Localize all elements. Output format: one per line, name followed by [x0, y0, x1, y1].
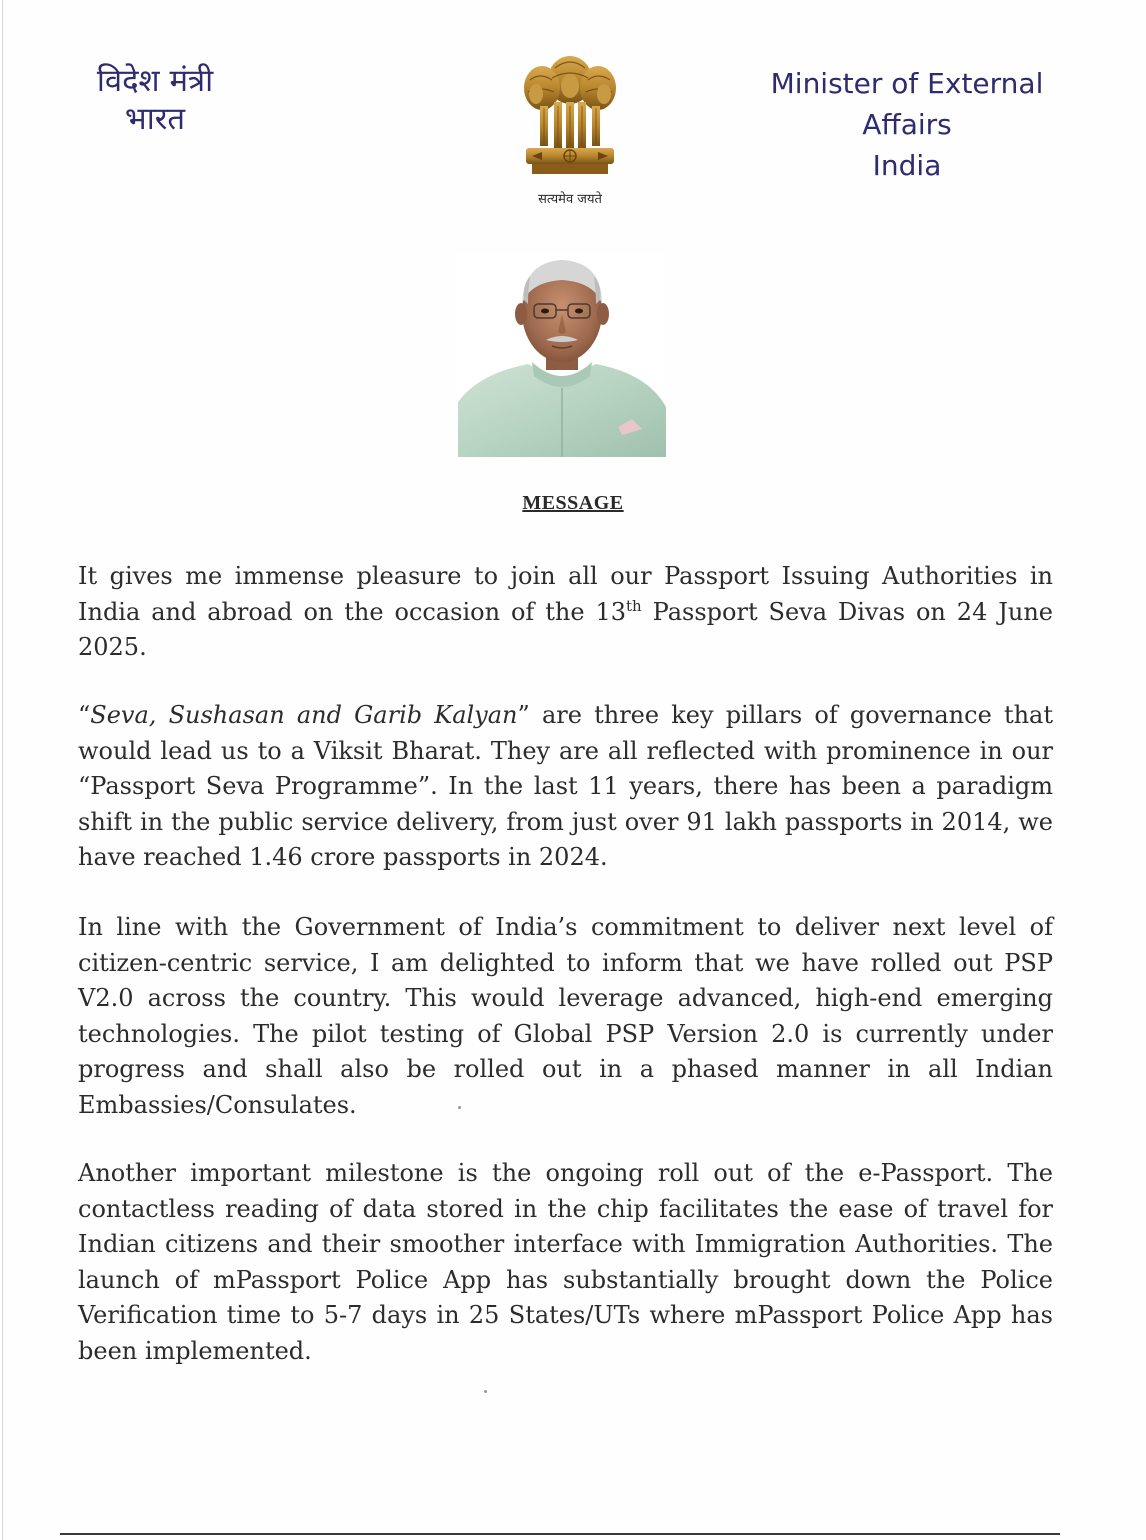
minister-portrait: [458, 252, 666, 457]
paragraph-1-text-a: It gives me immense pleasure to join all our Passport Issuing Authorities in India and abroad on the occasion of the 13: [78, 562, 1053, 626]
hindi-title-line1: विदेश मंत्री: [96, 63, 214, 99]
scan-speck: [484, 1390, 487, 1393]
paragraph-2: [78, 698, 1053, 876]
paragraph-3: In line with the Government of India’s commitment to deliver next level of citizen-centric service, I am delighted to inform that we have rolled out PSP V2.0 across the country. This would leverage advanced, high-end emerging technologies. The pilot testing of Global PSP Version 2.0 is currently under progress and shall also be rolled out in a phased manner in all Indian Embassies/Consulates.: [78, 913, 1053, 1119]
governance-pillars-phrase: Seva, Sushasan and Garib Kalyan: [90, 701, 518, 729]
page-edge: [2, 0, 3, 1540]
hindi-letterhead: [65, 62, 245, 138]
scan-speck: [458, 1106, 461, 1109]
english-letterhead: [722, 63, 1092, 186]
footer-rule: [60, 1533, 1060, 1535]
english-title-line2: India: [872, 149, 942, 182]
national-emblem-icon: [510, 50, 630, 210]
english-title-line1: Minister of External Affairs: [770, 67, 1044, 141]
emblem-motto: सत्यमेव जयते: [538, 192, 602, 207]
message-heading: MESSAGE: [522, 492, 624, 514]
opening-quote: “: [78, 701, 91, 729]
paragraph-1: [78, 559, 1053, 666]
paragraph-1-text-b: Passport Seva Divas on 24 June 2025.: [78, 597, 1054, 661]
paragraph-2-text: ” are three key pillars of governance that would lead us to a Viksit Bharat. They are all reflected with prominence in our “Passport Seva Programme”. In the last 11 years, there has been a paradigm shift in the public service delivery, from just over 91 lakh passports in 2014, we have reached 1.46 crore passports in 2024.: [78, 701, 1054, 871]
ordinal-suffix: th: [626, 596, 642, 615]
hindi-title-line2: भारत: [124, 101, 186, 137]
paragraph-4: Another important milestone is the ongoing roll out of the e-Passport. The contactless reading of data stored in the chip facilitates the ease of travel for Indian citizens and their smoother interface with Immigration Authorities. The launch of mPassport Police App has substantially brought down the Police Verification time to 5-7 days in 25 States/UTs where mPassport Police App has been implemented.: [78, 1159, 1053, 1365]
